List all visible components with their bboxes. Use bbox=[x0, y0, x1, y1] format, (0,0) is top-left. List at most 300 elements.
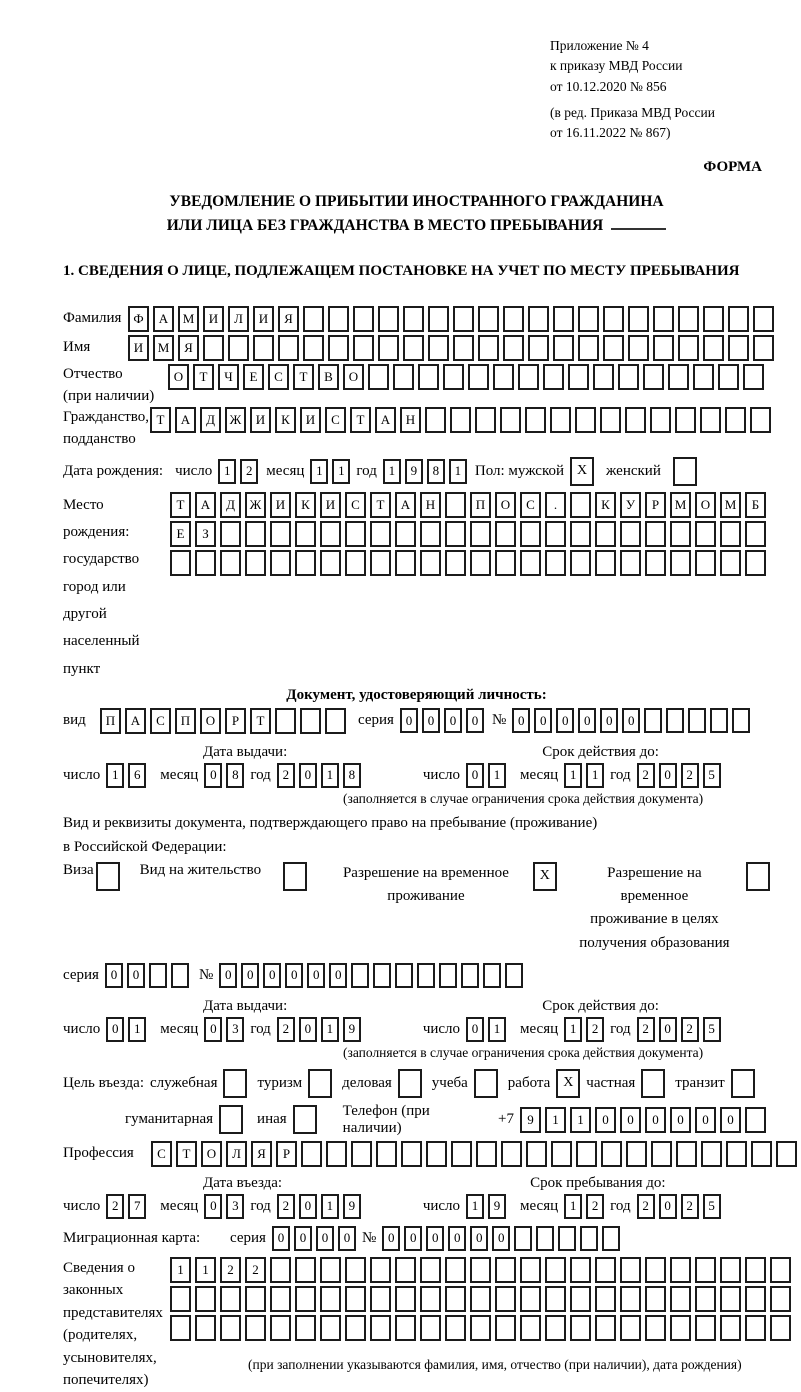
char-cell[interactable] bbox=[675, 407, 696, 433]
char-cell[interactable] bbox=[568, 364, 589, 390]
char-cell[interactable]: 0 bbox=[241, 963, 259, 988]
char-cell[interactable]: 0 bbox=[695, 1107, 716, 1133]
char-cell[interactable]: С bbox=[151, 1141, 172, 1167]
purpose-chk7[interactable] bbox=[731, 1069, 755, 1098]
sex-male-checkbox[interactable]: X bbox=[570, 457, 594, 486]
char-cell[interactable]: 0 bbox=[595, 1107, 616, 1133]
char-cell[interactable]: И bbox=[320, 492, 341, 518]
char-cell[interactable] bbox=[443, 364, 464, 390]
char-cell[interactable]: Т bbox=[250, 708, 271, 734]
char-cell[interactable] bbox=[395, 1286, 416, 1312]
char-cell[interactable] bbox=[439, 963, 457, 988]
char-cell[interactable]: 8 bbox=[226, 763, 244, 788]
char-cell[interactable] bbox=[393, 364, 414, 390]
char-cell[interactable] bbox=[695, 550, 716, 576]
char-cell[interactable]: О bbox=[695, 492, 716, 518]
char-cell[interactable] bbox=[720, 1257, 741, 1283]
char-cell[interactable] bbox=[751, 1141, 772, 1167]
char-cell[interactable] bbox=[603, 306, 624, 332]
char-cell[interactable] bbox=[645, 1315, 666, 1341]
char-cell[interactable] bbox=[695, 1315, 716, 1341]
char-cell[interactable]: И bbox=[128, 335, 149, 361]
char-cell[interactable]: М bbox=[670, 492, 691, 518]
char-cell[interactable] bbox=[353, 306, 374, 332]
char-cell[interactable]: 6 bbox=[128, 763, 146, 788]
char-cell[interactable]: 9 bbox=[405, 459, 423, 484]
char-cell[interactable]: 0 bbox=[404, 1226, 422, 1251]
char-cell[interactable] bbox=[295, 1315, 316, 1341]
char-cell[interactable] bbox=[643, 364, 664, 390]
char-cell[interactable] bbox=[470, 1257, 491, 1283]
char-cell[interactable]: 0 bbox=[316, 1226, 334, 1251]
char-cell[interactable]: 3 bbox=[226, 1194, 244, 1219]
char-cell[interactable] bbox=[220, 521, 241, 547]
char-cell[interactable] bbox=[403, 306, 424, 332]
char-cell[interactable] bbox=[601, 1141, 622, 1167]
char-cell[interactable] bbox=[478, 335, 499, 361]
char-cell[interactable]: 5 bbox=[703, 1017, 721, 1042]
char-cell[interactable] bbox=[593, 364, 614, 390]
char-cell[interactable] bbox=[570, 492, 591, 518]
char-cell[interactable] bbox=[670, 1286, 691, 1312]
purpose-chk3[interactable] bbox=[398, 1069, 422, 1098]
char-cell[interactable] bbox=[753, 335, 774, 361]
char-cell[interactable]: 2 bbox=[220, 1257, 241, 1283]
char-cell[interactable]: 2 bbox=[245, 1257, 266, 1283]
char-cell[interactable]: Т bbox=[293, 364, 314, 390]
char-cell[interactable] bbox=[345, 1315, 366, 1341]
char-cell[interactable]: 0 bbox=[659, 763, 677, 788]
char-cell[interactable]: А bbox=[153, 306, 174, 332]
char-cell[interactable] bbox=[520, 550, 541, 576]
char-cell[interactable] bbox=[578, 335, 599, 361]
char-cell[interactable]: К bbox=[595, 492, 616, 518]
char-cell[interactable]: И bbox=[253, 306, 274, 332]
char-cell[interactable] bbox=[545, 1315, 566, 1341]
rvp-education-checkbox[interactable] bbox=[746, 862, 770, 891]
char-cell[interactable] bbox=[295, 521, 316, 547]
char-cell[interactable]: 0 bbox=[307, 963, 325, 988]
char-cell[interactable] bbox=[368, 364, 389, 390]
char-cell[interactable] bbox=[220, 1286, 241, 1312]
char-cell[interactable]: С bbox=[325, 407, 346, 433]
char-cell[interactable] bbox=[395, 550, 416, 576]
char-cell[interactable]: 2 bbox=[637, 763, 655, 788]
char-cell[interactable] bbox=[378, 306, 399, 332]
char-cell[interactable] bbox=[575, 407, 596, 433]
char-cell[interactable]: 0 bbox=[338, 1226, 356, 1251]
char-cell[interactable] bbox=[695, 1286, 716, 1312]
char-cell[interactable] bbox=[320, 1315, 341, 1341]
char-cell[interactable]: 0 bbox=[426, 1226, 444, 1251]
char-cell[interactable] bbox=[445, 1257, 466, 1283]
char-cell[interactable] bbox=[428, 335, 449, 361]
char-cell[interactable] bbox=[303, 335, 324, 361]
char-cell[interactable] bbox=[670, 521, 691, 547]
char-cell[interactable]: 0 bbox=[466, 1017, 484, 1042]
char-cell[interactable]: 5 bbox=[703, 1194, 721, 1219]
char-cell[interactable]: 0 bbox=[620, 1107, 641, 1133]
char-cell[interactable]: Е bbox=[170, 521, 191, 547]
char-cell[interactable]: 1 bbox=[128, 1017, 146, 1042]
char-cell[interactable] bbox=[195, 1315, 216, 1341]
char-cell[interactable] bbox=[620, 1315, 641, 1341]
char-cell[interactable] bbox=[445, 492, 466, 518]
char-cell[interactable]: 0 bbox=[204, 763, 222, 788]
char-cell[interactable] bbox=[373, 963, 391, 988]
char-cell[interactable]: И bbox=[203, 306, 224, 332]
char-cell[interactable] bbox=[395, 1315, 416, 1341]
char-cell[interactable]: 0 bbox=[659, 1017, 677, 1042]
char-cell[interactable] bbox=[520, 1286, 541, 1312]
char-cell[interactable] bbox=[545, 550, 566, 576]
char-cell[interactable] bbox=[545, 521, 566, 547]
char-cell[interactable]: 1 bbox=[321, 1017, 339, 1042]
char-cell[interactable]: 0 bbox=[127, 963, 145, 988]
char-cell[interactable]: 0 bbox=[448, 1226, 466, 1251]
char-cell[interactable] bbox=[170, 550, 191, 576]
char-cell[interactable] bbox=[776, 1141, 797, 1167]
char-cell[interactable] bbox=[245, 521, 266, 547]
char-cell[interactable]: П bbox=[470, 492, 491, 518]
char-cell[interactable] bbox=[445, 1315, 466, 1341]
char-cell[interactable] bbox=[688, 708, 706, 733]
char-cell[interactable] bbox=[300, 708, 321, 734]
char-cell[interactable] bbox=[203, 335, 224, 361]
char-cell[interactable] bbox=[426, 1141, 447, 1167]
purpose-chk6[interactable] bbox=[641, 1069, 665, 1098]
char-cell[interactable] bbox=[645, 1286, 666, 1312]
char-cell[interactable] bbox=[732, 708, 750, 733]
char-cell[interactable] bbox=[625, 407, 646, 433]
char-cell[interactable] bbox=[270, 1286, 291, 1312]
char-cell[interactable] bbox=[417, 963, 435, 988]
char-cell[interactable] bbox=[525, 407, 546, 433]
char-cell[interactable] bbox=[570, 521, 591, 547]
char-cell[interactable]: 8 bbox=[427, 459, 445, 484]
char-cell[interactable] bbox=[353, 335, 374, 361]
char-cell[interactable] bbox=[270, 1257, 291, 1283]
char-cell[interactable]: 2 bbox=[586, 1017, 604, 1042]
char-cell[interactable]: Я bbox=[278, 306, 299, 332]
char-cell[interactable] bbox=[645, 1257, 666, 1283]
char-cell[interactable] bbox=[470, 521, 491, 547]
char-cell[interactable] bbox=[725, 407, 746, 433]
char-cell[interactable] bbox=[445, 550, 466, 576]
char-cell[interactable]: Т bbox=[350, 407, 371, 433]
char-cell[interactable]: 0 bbox=[294, 1226, 312, 1251]
char-cell[interactable]: 1 bbox=[488, 1017, 506, 1042]
char-cell[interactable] bbox=[470, 550, 491, 576]
char-cell[interactable]: 2 bbox=[637, 1017, 655, 1042]
char-cell[interactable]: 0 bbox=[659, 1194, 677, 1219]
char-cell[interactable]: 2 bbox=[586, 1194, 604, 1219]
char-cell[interactable]: 1 bbox=[466, 1194, 484, 1219]
char-cell[interactable]: Н bbox=[420, 492, 441, 518]
char-cell[interactable] bbox=[453, 335, 474, 361]
char-cell[interactable] bbox=[278, 335, 299, 361]
char-cell[interactable] bbox=[451, 1141, 472, 1167]
char-cell[interactable] bbox=[253, 335, 274, 361]
char-cell[interactable] bbox=[701, 1141, 722, 1167]
char-cell[interactable]: Я bbox=[251, 1141, 272, 1167]
char-cell[interactable] bbox=[483, 963, 501, 988]
visa-checkbox[interactable] bbox=[96, 862, 120, 891]
char-cell[interactable] bbox=[351, 963, 369, 988]
char-cell[interactable] bbox=[520, 1315, 541, 1341]
char-cell[interactable]: 0 bbox=[492, 1226, 510, 1251]
char-cell[interactable]: О bbox=[168, 364, 189, 390]
char-cell[interactable] bbox=[445, 1286, 466, 1312]
char-cell[interactable]: 2 bbox=[106, 1194, 124, 1219]
char-cell[interactable] bbox=[301, 1141, 322, 1167]
char-cell[interactable] bbox=[478, 306, 499, 332]
char-cell[interactable] bbox=[453, 306, 474, 332]
char-cell[interactable]: К bbox=[295, 492, 316, 518]
char-cell[interactable]: 2 bbox=[637, 1194, 655, 1219]
char-cell[interactable] bbox=[770, 1257, 791, 1283]
char-cell[interactable] bbox=[720, 1286, 741, 1312]
char-cell[interactable] bbox=[275, 708, 296, 734]
char-cell[interactable]: Б bbox=[745, 492, 766, 518]
char-cell[interactable] bbox=[678, 335, 699, 361]
char-cell[interactable]: 1 bbox=[321, 763, 339, 788]
char-cell[interactable] bbox=[580, 1226, 598, 1251]
char-cell[interactable]: 1 bbox=[545, 1107, 566, 1133]
char-cell[interactable] bbox=[303, 306, 324, 332]
char-cell[interactable] bbox=[545, 1257, 566, 1283]
char-cell[interactable]: 0 bbox=[329, 963, 347, 988]
char-cell[interactable] bbox=[618, 364, 639, 390]
char-cell[interactable] bbox=[528, 306, 549, 332]
char-cell[interactable] bbox=[651, 1141, 672, 1167]
char-cell[interactable] bbox=[644, 708, 662, 733]
char-cell[interactable]: Я bbox=[178, 335, 199, 361]
residence-permit-checkbox[interactable] bbox=[283, 862, 307, 891]
char-cell[interactable] bbox=[620, 550, 641, 576]
char-cell[interactable] bbox=[520, 1257, 541, 1283]
char-cell[interactable]: 0 bbox=[263, 963, 281, 988]
char-cell[interactable] bbox=[495, 1286, 516, 1312]
char-cell[interactable] bbox=[536, 1226, 554, 1251]
char-cell[interactable] bbox=[745, 1315, 766, 1341]
char-cell[interactable] bbox=[745, 521, 766, 547]
char-cell[interactable] bbox=[750, 407, 771, 433]
char-cell[interactable]: . bbox=[545, 492, 566, 518]
char-cell[interactable]: 2 bbox=[681, 1194, 699, 1219]
char-cell[interactable] bbox=[170, 1315, 191, 1341]
char-cell[interactable] bbox=[495, 1315, 516, 1341]
char-cell[interactable]: 1 bbox=[170, 1257, 191, 1283]
char-cell[interactable] bbox=[401, 1141, 422, 1167]
char-cell[interactable] bbox=[370, 1315, 391, 1341]
char-cell[interactable] bbox=[528, 335, 549, 361]
char-cell[interactable] bbox=[270, 521, 291, 547]
char-cell[interactable] bbox=[726, 1141, 747, 1167]
char-cell[interactable]: 0 bbox=[219, 963, 237, 988]
char-cell[interactable]: 1 bbox=[332, 459, 350, 484]
char-cell[interactable]: 7 bbox=[128, 1194, 146, 1219]
char-cell[interactable]: В bbox=[318, 364, 339, 390]
char-cell[interactable]: 1 bbox=[310, 459, 328, 484]
char-cell[interactable] bbox=[295, 550, 316, 576]
char-cell[interactable]: Т bbox=[150, 407, 171, 433]
char-cell[interactable] bbox=[328, 335, 349, 361]
char-cell[interactable]: 0 bbox=[105, 963, 123, 988]
char-cell[interactable] bbox=[220, 550, 241, 576]
char-cell[interactable]: С bbox=[150, 708, 171, 734]
char-cell[interactable] bbox=[626, 1141, 647, 1167]
char-cell[interactable]: 0 bbox=[299, 763, 317, 788]
char-cell[interactable] bbox=[228, 335, 249, 361]
char-cell[interactable]: Т bbox=[193, 364, 214, 390]
char-cell[interactable] bbox=[518, 364, 539, 390]
char-cell[interactable] bbox=[570, 1257, 591, 1283]
char-cell[interactable]: О bbox=[343, 364, 364, 390]
char-cell[interactable]: 0 bbox=[600, 708, 618, 733]
char-cell[interactable] bbox=[720, 550, 741, 576]
char-cell[interactable] bbox=[551, 1141, 572, 1167]
char-cell[interactable] bbox=[770, 1315, 791, 1341]
char-cell[interactable] bbox=[745, 550, 766, 576]
char-cell[interactable] bbox=[345, 521, 366, 547]
char-cell[interactable]: 2 bbox=[681, 763, 699, 788]
char-cell[interactable]: 0 bbox=[512, 708, 530, 733]
char-cell[interactable]: И bbox=[250, 407, 271, 433]
char-cell[interactable] bbox=[770, 1286, 791, 1312]
char-cell[interactable]: О bbox=[201, 1141, 222, 1167]
char-cell[interactable]: Ж bbox=[245, 492, 266, 518]
char-cell[interactable] bbox=[628, 335, 649, 361]
char-cell[interactable]: 9 bbox=[488, 1194, 506, 1219]
char-cell[interactable]: 2 bbox=[277, 763, 295, 788]
char-cell[interactable]: С bbox=[520, 492, 541, 518]
char-cell[interactable] bbox=[695, 521, 716, 547]
purpose-chk1[interactable] bbox=[223, 1069, 247, 1098]
char-cell[interactable]: Л bbox=[228, 306, 249, 332]
char-cell[interactable] bbox=[476, 1141, 497, 1167]
char-cell[interactable]: М bbox=[178, 306, 199, 332]
char-cell[interactable] bbox=[475, 407, 496, 433]
char-cell[interactable] bbox=[595, 1286, 616, 1312]
char-cell[interactable] bbox=[645, 521, 666, 547]
char-cell[interactable] bbox=[650, 407, 671, 433]
char-cell[interactable] bbox=[670, 550, 691, 576]
char-cell[interactable]: А bbox=[195, 492, 216, 518]
char-cell[interactable] bbox=[370, 521, 391, 547]
char-cell[interactable]: 0 bbox=[299, 1017, 317, 1042]
char-cell[interactable] bbox=[420, 1257, 441, 1283]
purpose-chk9[interactable] bbox=[293, 1105, 317, 1134]
char-cell[interactable]: 1 bbox=[564, 1017, 582, 1042]
char-cell[interactable] bbox=[445, 521, 466, 547]
char-cell[interactable]: 0 bbox=[578, 708, 596, 733]
char-cell[interactable] bbox=[570, 550, 591, 576]
char-cell[interactable]: 2 bbox=[277, 1194, 295, 1219]
char-cell[interactable]: 1 bbox=[106, 763, 124, 788]
char-cell[interactable] bbox=[395, 521, 416, 547]
char-cell[interactable] bbox=[693, 364, 714, 390]
char-cell[interactable] bbox=[420, 1286, 441, 1312]
char-cell[interactable]: 0 bbox=[285, 963, 303, 988]
char-cell[interactable] bbox=[578, 306, 599, 332]
char-cell[interactable] bbox=[595, 521, 616, 547]
char-cell[interactable] bbox=[493, 364, 514, 390]
char-cell[interactable]: М bbox=[153, 335, 174, 361]
char-cell[interactable] bbox=[345, 1286, 366, 1312]
char-cell[interactable] bbox=[495, 1257, 516, 1283]
char-cell[interactable] bbox=[378, 335, 399, 361]
purpose-chk8[interactable] bbox=[219, 1105, 243, 1134]
char-cell[interactable] bbox=[676, 1141, 697, 1167]
char-cell[interactable] bbox=[270, 1315, 291, 1341]
char-cell[interactable]: 0 bbox=[400, 708, 418, 733]
char-cell[interactable] bbox=[595, 550, 616, 576]
char-cell[interactable] bbox=[245, 1315, 266, 1341]
char-cell[interactable] bbox=[370, 1286, 391, 1312]
char-cell[interactable]: П bbox=[175, 708, 196, 734]
char-cell[interactable] bbox=[395, 1257, 416, 1283]
char-cell[interactable]: 1 bbox=[586, 763, 604, 788]
char-cell[interactable] bbox=[600, 407, 621, 433]
char-cell[interactable] bbox=[700, 407, 721, 433]
char-cell[interactable] bbox=[425, 407, 446, 433]
char-cell[interactable] bbox=[325, 708, 346, 734]
char-cell[interactable] bbox=[620, 1286, 641, 1312]
char-cell[interactable] bbox=[470, 1286, 491, 1312]
char-cell[interactable]: 9 bbox=[520, 1107, 541, 1133]
purpose-chk5[interactable]: X bbox=[556, 1069, 580, 1098]
char-cell[interactable] bbox=[376, 1141, 397, 1167]
char-cell[interactable] bbox=[171, 963, 189, 988]
char-cell[interactable]: 0 bbox=[106, 1017, 124, 1042]
char-cell[interactable]: 0 bbox=[720, 1107, 741, 1133]
char-cell[interactable]: 1 bbox=[488, 763, 506, 788]
char-cell[interactable]: 1 bbox=[321, 1194, 339, 1219]
char-cell[interactable] bbox=[728, 335, 749, 361]
char-cell[interactable] bbox=[220, 1315, 241, 1341]
char-cell[interactable] bbox=[558, 1226, 576, 1251]
char-cell[interactable] bbox=[195, 550, 216, 576]
char-cell[interactable] bbox=[395, 963, 413, 988]
char-cell[interactable] bbox=[678, 306, 699, 332]
char-cell[interactable] bbox=[520, 521, 541, 547]
char-cell[interactable]: У bbox=[620, 492, 641, 518]
char-cell[interactable] bbox=[603, 335, 624, 361]
char-cell[interactable] bbox=[620, 521, 641, 547]
char-cell[interactable] bbox=[245, 1286, 266, 1312]
char-cell[interactable]: 0 bbox=[422, 708, 440, 733]
char-cell[interactable] bbox=[320, 550, 341, 576]
char-cell[interactable]: Ф bbox=[128, 306, 149, 332]
char-cell[interactable] bbox=[195, 1286, 216, 1312]
char-cell[interactable] bbox=[550, 407, 571, 433]
char-cell[interactable] bbox=[501, 1141, 522, 1167]
char-cell[interactable] bbox=[570, 1286, 591, 1312]
char-cell[interactable]: И bbox=[300, 407, 321, 433]
char-cell[interactable] bbox=[670, 1315, 691, 1341]
char-cell[interactable]: 1 bbox=[564, 1194, 582, 1219]
char-cell[interactable]: А bbox=[375, 407, 396, 433]
char-cell[interactable] bbox=[668, 364, 689, 390]
purpose-chk2[interactable] bbox=[308, 1069, 332, 1098]
char-cell[interactable] bbox=[628, 306, 649, 332]
char-cell[interactable] bbox=[653, 306, 674, 332]
sex-female-checkbox[interactable] bbox=[673, 457, 697, 486]
char-cell[interactable] bbox=[753, 306, 774, 332]
char-cell[interactable] bbox=[505, 963, 523, 988]
char-cell[interactable] bbox=[370, 1257, 391, 1283]
